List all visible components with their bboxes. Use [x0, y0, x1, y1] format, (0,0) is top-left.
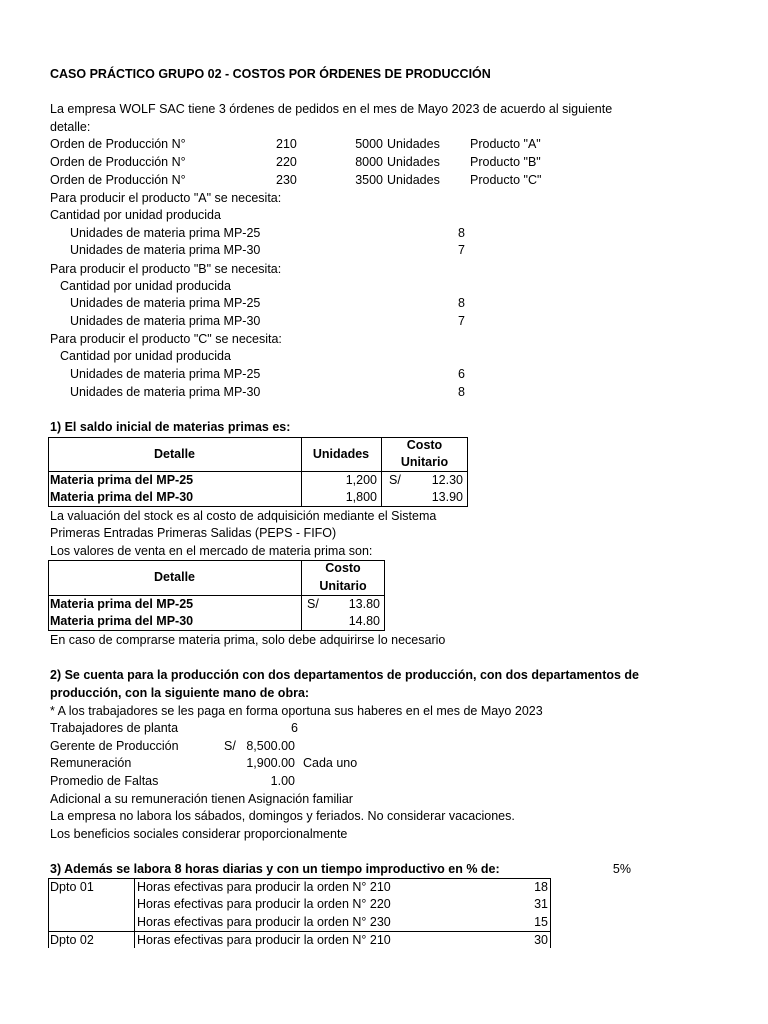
market-values-note: Los valores de venta en el mercado de materia prima son: [50, 544, 373, 558]
row-costo: 14.80 [348, 614, 380, 628]
order-unit: Unidades [387, 173, 440, 187]
order-quantity: 3500 [355, 173, 383, 187]
department-label: Dpto 01 [50, 880, 94, 894]
valuation-note: La valuación del stock es al costo de adquisición mediante el Sistema [50, 509, 437, 523]
department-label: Dpto 02 [50, 933, 94, 947]
intro-line-2: detalle: [50, 120, 91, 134]
row-unidades: 1,800 [345, 490, 377, 504]
table-divider [48, 878, 49, 948]
row-detalle: Materia prima del MP-25 [50, 597, 194, 611]
header-detalle: Detalle [154, 570, 195, 584]
order-number: 220 [276, 155, 297, 169]
order-quantity: 5000 [355, 137, 383, 151]
hours-description: Horas efectivas para producir la orden N° 230 [137, 915, 391, 929]
workers-label: Trabajadores de planta [50, 721, 179, 735]
mp30-label: Unidades de materia prima MP-30 [70, 385, 261, 399]
mp30-value: 7 [458, 314, 465, 328]
row-currency: S/ [389, 473, 401, 487]
section-1-heading: 1) El saldo inicial de materias primas es: [50, 420, 291, 434]
header-unidades: Unidades [312, 447, 370, 461]
header-detalle: Detalle [154, 447, 195, 461]
order-label: Orden de Producción N° [50, 137, 186, 151]
header-costo: Costo [325, 561, 361, 575]
benefits-note: Los beneficios sociales considerar proporcionalmente [50, 827, 348, 841]
hours-value: 15 [534, 915, 548, 929]
row-detalle: Materia prima del MP-30 [50, 490, 194, 504]
section-2-heading: 2) Se cuenta para la producción con dos departamentos de producción, con dos departamentos de [50, 668, 640, 682]
manager-currency: S/ [224, 739, 236, 753]
product-heading: Para producir el producto "C" se necesita: [50, 332, 282, 346]
row-detalle: Materia prima del MP-25 [50, 473, 194, 487]
table-divider [134, 878, 135, 948]
section-3-heading: 3) Además se labora 8 horas diarias y con un tiempo improductivo en % de: [50, 862, 500, 876]
row-costo: 13.90 [431, 490, 463, 504]
unproductive-percent: 5% [612, 862, 631, 876]
order-number: 230 [276, 173, 297, 187]
payment-note: * A los trabajadores se les paga en forma oportuna sus haberes en el mes de Mayo 2023 [50, 704, 543, 718]
family-allowance-note: Adicional a su remuneración tienen Asignación familiar [50, 792, 353, 806]
mp25-label: Unidades de materia prima MP-25 [70, 367, 261, 381]
order-product: Producto "A" [470, 137, 541, 151]
order-product: Producto "C" [470, 173, 542, 187]
hours-value: 31 [534, 897, 548, 911]
workers-value: 6 [291, 721, 298, 735]
row-unidades: 1,200 [345, 473, 377, 487]
mp30-label: Unidades de materia prima MP-30 [70, 243, 261, 257]
remuneration-value: 1,900.00 [246, 756, 295, 770]
mp25-value: 8 [458, 226, 465, 240]
order-unit: Unidades [387, 155, 440, 169]
table-divider [550, 878, 551, 948]
row-currency: S/ [307, 597, 319, 611]
hours-value: 18 [534, 880, 548, 894]
absences-value: 1.00 [270, 774, 295, 788]
mp25-value: 8 [458, 296, 465, 310]
purchase-note: En caso de comprarse materia prima, solo debe adquirirse lo necesario [50, 633, 446, 647]
remuneration-label: Remuneración [50, 756, 132, 770]
workdays-note: La empresa no labora los sábados, domingos y feriados. No considerar vacaciones. [50, 809, 515, 823]
mp25-value: 6 [458, 367, 465, 381]
page-title: CASO PRÁCTICO GRUPO 02 - COSTOS POR ÓRDENES DE PRODUCCIÓN [50, 67, 491, 81]
order-label: Orden de Producción N° [50, 155, 186, 169]
row-detalle: Materia prima del MP-30 [50, 614, 194, 628]
mp30-label: Unidades de materia prima MP-30 [70, 314, 261, 328]
section-2-heading-cont: producción, con la siguiente mano de obra: [50, 686, 310, 700]
mp30-value: 8 [458, 385, 465, 399]
hours-description: Horas efectivas para producir la orden N° 220 [137, 897, 391, 911]
row-costo: 13.80 [348, 597, 380, 611]
hours-description: Horas efectivas para producir la orden N° 210 [137, 880, 391, 894]
order-quantity: 8000 [355, 155, 383, 169]
order-unit: Unidades [387, 137, 440, 151]
row-costo: 12.30 [431, 473, 463, 487]
mp25-label: Unidades de materia prima MP-25 [70, 226, 261, 240]
header-unitario: Unitario [319, 579, 367, 593]
header-unitario: Unitario [400, 455, 449, 469]
intro-line-1: La empresa WOLF SAC tiene 3 órdenes de pedidos en el mes de Mayo 2023 de acuerdo al siguiente [50, 102, 613, 116]
product-heading: Para producir el producto "B" se necesita: [50, 262, 282, 276]
header-costo: Costo [406, 438, 443, 452]
order-product: Producto "B" [470, 155, 541, 169]
hours-value: 30 [534, 933, 548, 947]
valuation-note: Primeras Entradas Primeras Salidas (PEPS - FIFO) [50, 526, 337, 540]
hours-description: Horas efectivas para producir la orden N° 210 [137, 933, 391, 947]
order-label: Orden de Producción N° [50, 173, 186, 187]
product-subheading: Cantidad por unidad producida [60, 349, 231, 363]
manager-salary: 8,500.00 [246, 739, 295, 753]
product-subheading: Cantidad por unidad producida [50, 208, 221, 222]
product-subheading: Cantidad por unidad producida [60, 279, 231, 293]
absences-label: Promedio de Faltas [50, 774, 159, 788]
product-heading: Para producir el producto "A" se necesita: [50, 191, 282, 205]
order-number: 210 [276, 137, 297, 151]
mp30-value: 7 [458, 243, 465, 257]
remuneration-note: Cada uno [303, 756, 358, 770]
manager-label: Gerente de Producción [50, 739, 179, 753]
mp25-label: Unidades de materia prima MP-25 [70, 296, 261, 310]
